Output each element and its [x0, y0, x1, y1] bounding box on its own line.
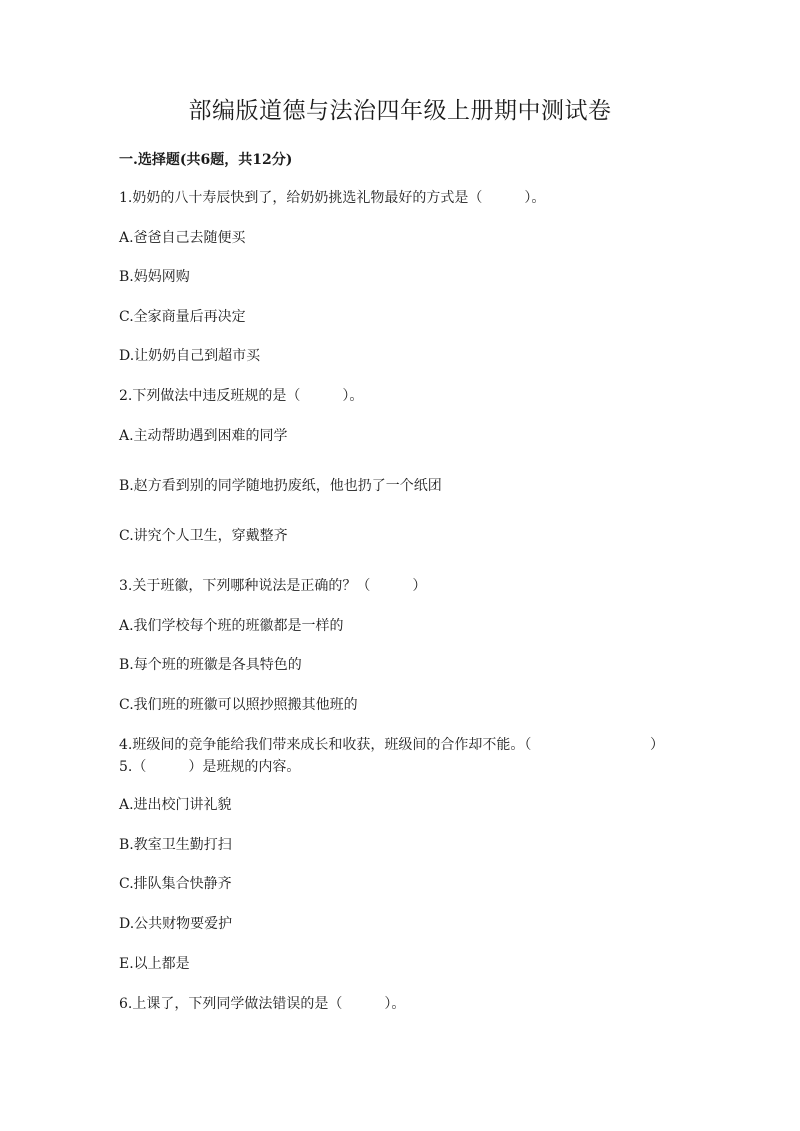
question-4-bracket: ）	[650, 737, 664, 753]
question-5-option-e: E.以上都是	[119, 956, 190, 972]
question-2-option-a: A.主动帮助遇到困难的同学	[119, 428, 288, 444]
question-1-option-a: A.爸爸自己去随便买	[119, 230, 246, 246]
question-4-row	[119, 735, 664, 755]
question-2-option-b: B.赵方看到别的同学随地扔废纸，他也扔了一个纸团	[119, 478, 442, 494]
question-4-stem: 4.班级间的竞争能给我们带来成长和收获，班级间的合作却不能。（	[119, 737, 532, 753]
question-2-option-c: C.讲究个人卫生，穿戴整齐	[119, 528, 288, 544]
question-2-stem: 2.下列做法中违反班规的是（ ）。	[119, 388, 364, 404]
question-5-option-b: B.教室卫生勤打扫	[119, 837, 232, 853]
question-5-stem: 5.（ ）是班规的内容。	[119, 759, 301, 775]
question-3-stem: 3.关于班徽，下列哪种说法是正确的？（ ）	[119, 578, 427, 594]
page-title: 部编版道德与法治四年级上册期中测试卷	[188, 98, 612, 124]
question-3-option-a: A.我们学校每个班的班徽都是一样的	[119, 618, 344, 634]
question-1-option-c: C.全家商量后再决定	[119, 309, 246, 325]
question-5-option-c: C.排队集合快静齐	[119, 876, 232, 892]
question-6-stem: 6.上课了，下列同学做法错误的是（ ）。	[119, 996, 406, 1012]
question-3-option-b: B.每个班的班徽是各具特色的	[119, 657, 302, 673]
question-5-option-d: D.公共财物要爱护	[119, 916, 233, 932]
section-heading: 一.选择题(共6题，共12分)	[119, 152, 293, 168]
question-3-option-c: C.我们班的班徽可以照抄照搬其他班的	[119, 697, 358, 713]
question-1-option-b: B.妈妈网购	[119, 269, 190, 285]
question-1-stem: 1.奶奶的八十寿辰快到了，给奶奶挑选礼物最好的方式是（ ）。	[119, 190, 546, 206]
question-5-option-a: A.进出校门讲礼貌	[119, 797, 232, 813]
question-1-option-d: D.让奶奶自己到超市买	[119, 348, 261, 364]
